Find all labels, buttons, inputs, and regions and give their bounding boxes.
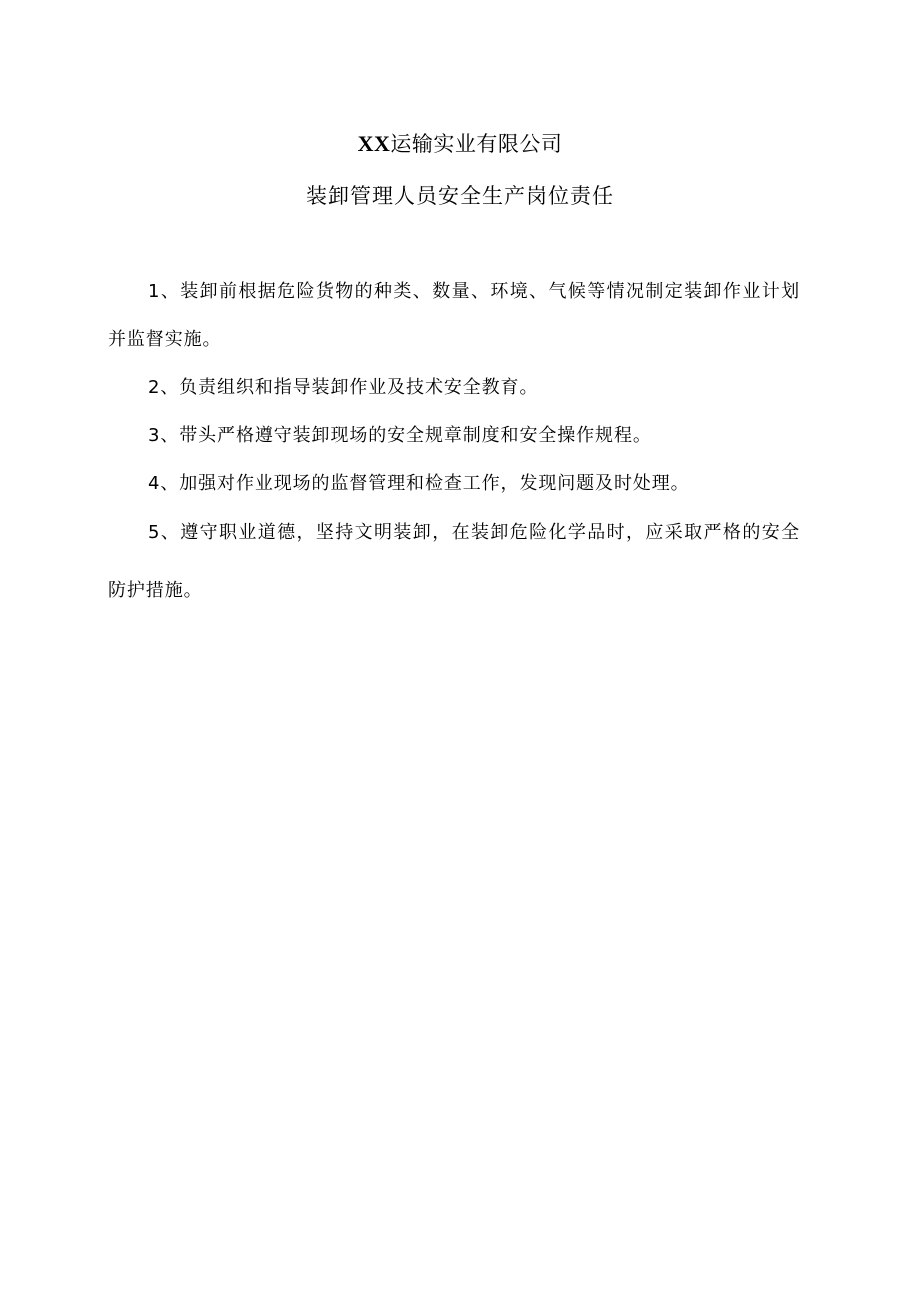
responsibility-list bbox=[108, 268, 800, 620]
company-title bbox=[0, 126, 920, 162]
responsibility-item-3: 3、带头严格遵守装卸现场的安全规章制度和安全操作规程。 bbox=[148, 425, 652, 446]
company-name: 运输实业有限公司 bbox=[390, 132, 563, 156]
company-prefix: XX bbox=[357, 131, 391, 156]
responsibility-item-4: 4、加强对作业现场的监督管理和检查工作，发现问题及时处理。 bbox=[148, 473, 690, 494]
responsibility-item-5: 5、遵守职业道德，坚持文明装卸，在装卸危险化学品时，应采取严格的安全防护措施。 bbox=[108, 522, 800, 601]
document-title: 装卸管理人员安全生产岗位责任 bbox=[306, 184, 614, 208]
responsibility-item-2: 2、负责组织和指导装卸作业及技术安全教育。 bbox=[148, 377, 539, 398]
title-block bbox=[0, 126, 920, 214]
responsibility-item-1: 1、装卸前根据危险货物的种类、数量、环境、气候等情况制定装卸作业计划并监督实施。 bbox=[108, 281, 800, 350]
